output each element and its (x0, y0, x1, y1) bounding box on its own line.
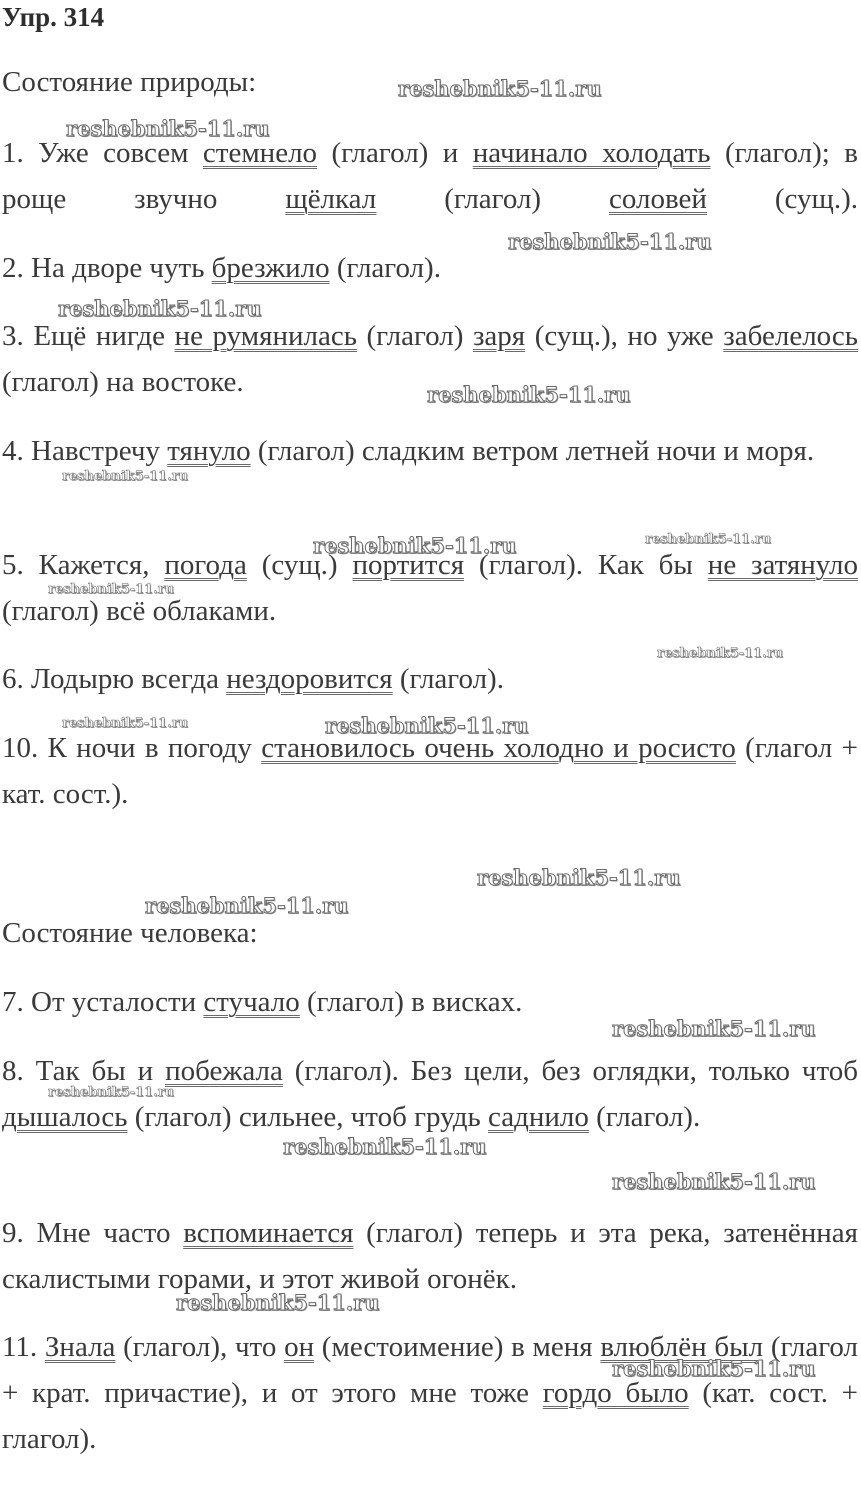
sentence-9: 9. Мне часто вспоминается (глагол) теперь и эта река, затенённая скалистыми горами, и этот живой огонёк. (2, 1217, 859, 1295)
watermark: reshebnik5-11.ru (62, 469, 189, 484)
watermark: reshebnik5-11.ru (612, 1169, 816, 1194)
watermark: reshebnik5-11.ru (66, 116, 270, 141)
sentence-3: 3. Ещё нигде не румянилась (глагол) заря (сущ.), но уже забелелось (глагол) на востоке. (2, 320, 858, 398)
watermark: reshebnik5-11.ru (645, 532, 772, 547)
section-heading-nature: Состояние природы: (2, 66, 257, 98)
watermark: reshebnik5-11.ru (612, 1016, 816, 1041)
watermark: reshebnik5-11.ru (62, 716, 189, 731)
watermark: reshebnik5-11.ru (477, 865, 681, 890)
watermark: reshebnik5-11.ru (398, 76, 602, 101)
watermark: reshebnik5-11.ru (657, 646, 784, 661)
watermark: reshebnik5-11.ru (58, 296, 262, 321)
sentence-10: 10. К ночи в погоду становилось очень холодно и росисто (глагол + кат. сост.). (2, 732, 858, 810)
sentence-1: 1. Уже совсем стемнело (глагол) и начинало холодать (глагол); в роще звучно щёлкал (глагол) соловей (сущ.). (2, 137, 859, 215)
sentence-7: 7. От усталости стучало (глагол) в висках. (2, 986, 523, 1018)
watermark: reshebnik5-11.ru (427, 382, 631, 407)
section-heading-human: Состояние человека: (2, 917, 258, 949)
exercise-title: Упр. 314 (2, 2, 105, 32)
watermark: reshebnik5-11.ru (325, 713, 529, 738)
sentence-2: 2. На дворе чуть брезжило (глагол). (2, 252, 441, 284)
sentence-11: 11. Знала (глагол), что он (местоимение) в меня влюблён был (глагол + крат. причастие), и от этого мне тоже гордо было (кат. сост. + глагол). (2, 1331, 859, 1455)
watermark: reshebnik5-11.ru (612, 1356, 816, 1381)
watermark: reshebnik5-11.ru (176, 1290, 380, 1315)
sentence-6: 6. Лодырю всегда нездоровится (глагол). (2, 663, 504, 695)
sentence-8: 8. Так бы и побежала (глагол). Без цели, без оглядки, только чтоб дышалось (глагол) сильнее, чтоб грудь саднило (глагол). (2, 1055, 858, 1133)
watermark: reshebnik5-11.ru (48, 1085, 175, 1100)
sentence-5: 5. Кажется, погода (сущ.) портится (глагол). Как бы не затянуло (глагол) всё облаками. (2, 549, 858, 627)
watermark: reshebnik5-11.ru (313, 533, 517, 558)
watermark: reshebnik5-11.ru (508, 229, 712, 254)
watermark: reshebnik5-11.ru (283, 1134, 487, 1159)
sentence-4: 4. Навстречу тянуло (глагол) сладким ветром летней ночи и моря. (2, 435, 815, 467)
watermark: reshebnik5-11.ru (145, 893, 349, 918)
watermark: reshebnik5-11.ru (48, 582, 175, 597)
